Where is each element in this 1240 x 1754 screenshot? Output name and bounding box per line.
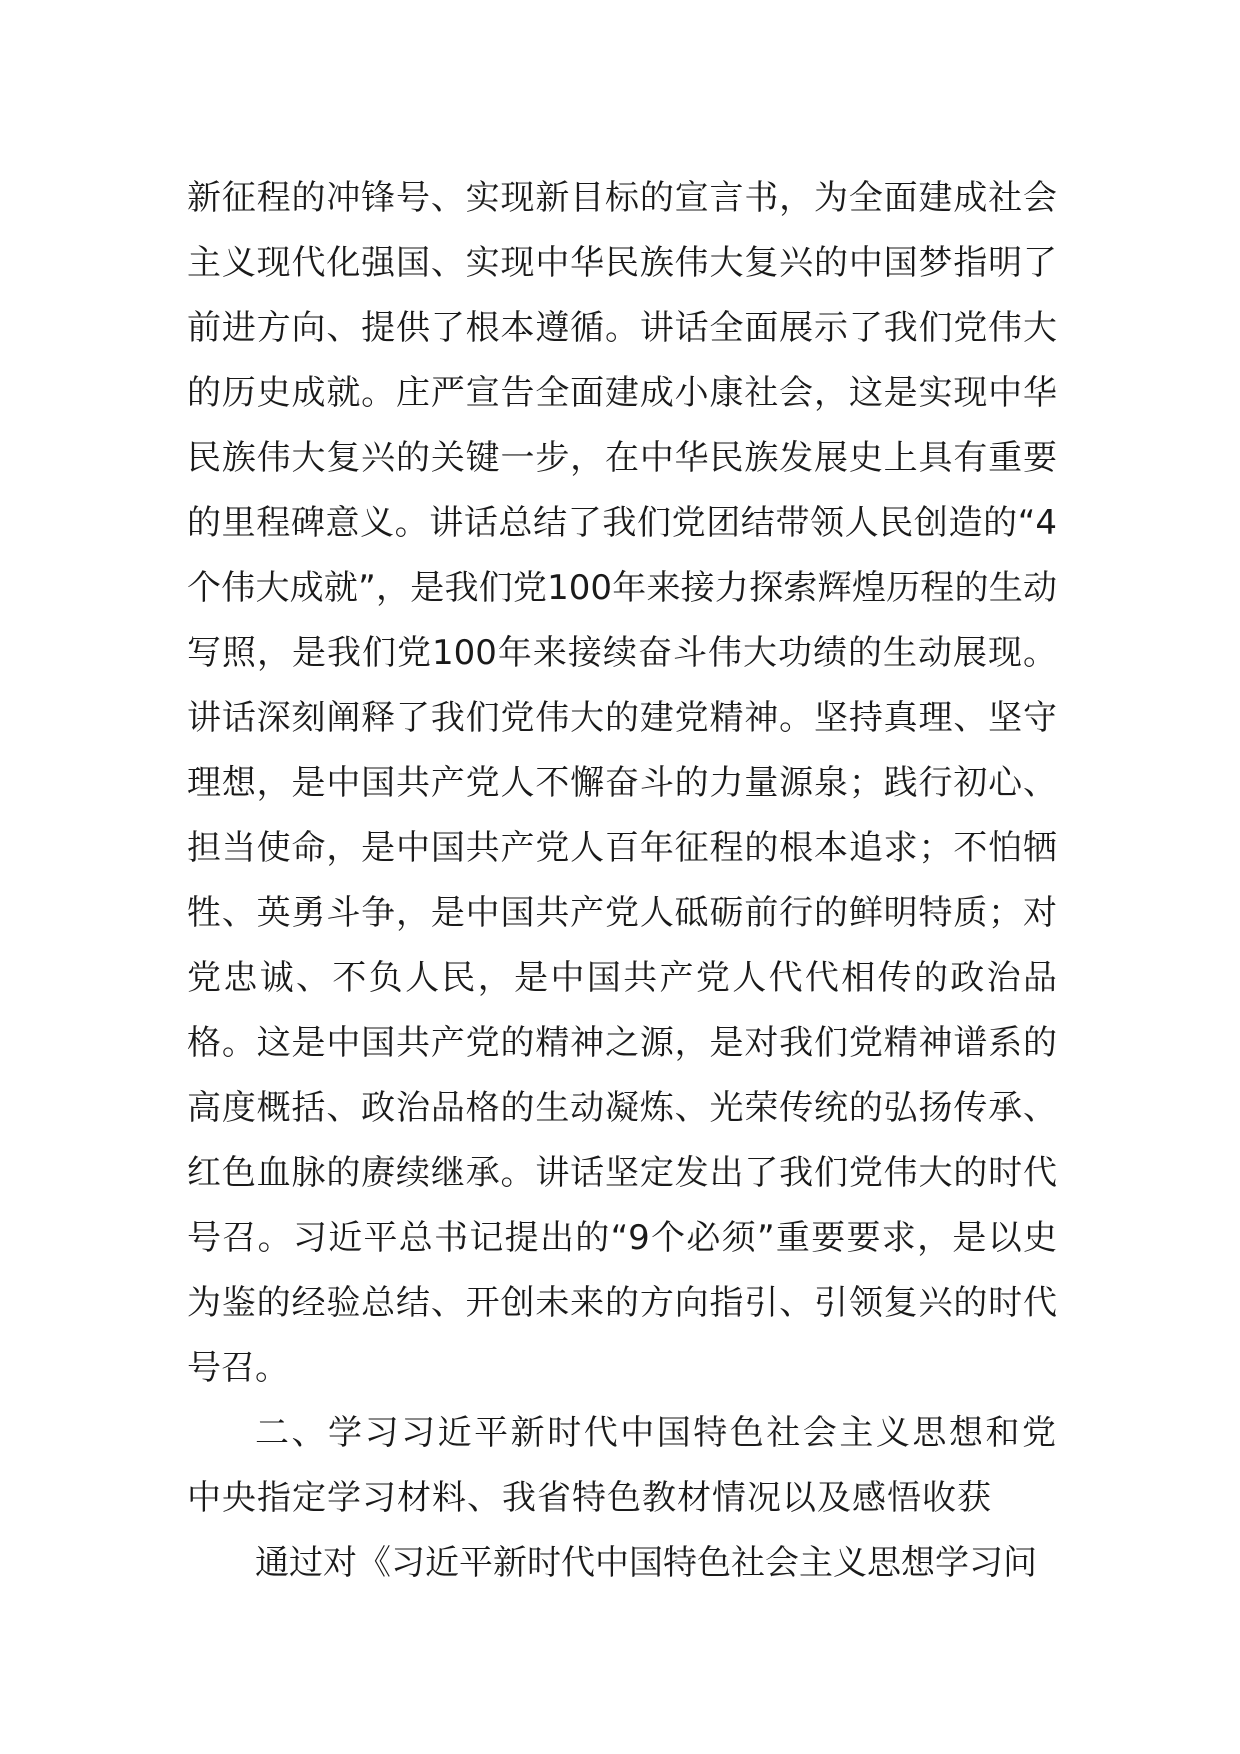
body-paragraph: 新征程的冲锋号、实现新目标的宣言书，为全面建成社会主义现代化强国、实现中华民族伟大复兴的中国梦指明了前进方向、提供了根本遵循。讲话全面展示了我们党伟大的历史成就。庄严宣告全面建成小康社会，这是实现中华民族伟大复兴的关键一步，在中华民族发展史上具有重要的里程碑意义。讲话总结了我们党团结带领人民创造的“4个伟大成就”，是我们党100年来接力探索辉煌历程的生动写照，是我们党100年来接续奋斗伟大功绩的生动展现。讲话深刻阐释了我们党伟大的建党精神。坚持真理、坚守理想，是中国共产党人不懈奋斗的力量源泉；践行初心、担当使命，是中国共产党人百年征程的根本追求；不怕牺牲、英勇斗争，是中国共产党人砥砺前行的鲜明特质；对党忠诚、不负人民，是中国共产党人代代相传的政治品格。这是中国共产党的精神之源，是对我们党精神谱系的高度概括、政治品格的生动凝炼、光荣传统的弘扬传承、红色血脉的赓续继承。讲话坚定发出了我们党伟大的时代号召。习近平总书记提出的“9个必须”重要要求，是以史为鉴的经验总结、开创未来的方向指引、引领复兴的时代号召。 [187,178,1057,1388]
document-body [187,166,1057,1596]
body-paragraph: 通过对《习近平新时代中国特色社会主义思想学习问 [255,1543,1037,1583]
section-heading: 二、学习习近平新时代中国特色社会主义思想和党中央指定学习材料、我省特色教材情况以及感悟收获 [187,1413,1057,1518]
